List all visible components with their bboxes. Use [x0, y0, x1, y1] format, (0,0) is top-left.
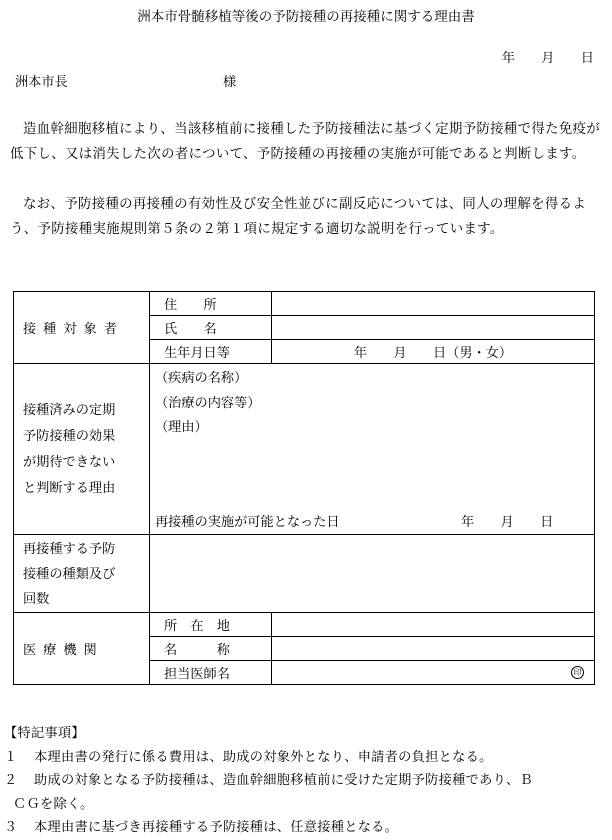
reason-field[interactable] [150, 364, 595, 535]
note-text: 本理由書に基づき再接種する予防接種は、任意接種となる。 [34, 820, 399, 835]
seal-icon: 印 [571, 666, 584, 679]
feasible-date-field[interactable]: 年 月 日 [461, 515, 554, 530]
note-item [4, 816, 610, 840]
explanation-paragraph [10, 192, 610, 242]
explanation-text: なお、予防接種の再接種の有効性及び安全性並びに副反応については、同人の理解を得るよう、予防接種実施規則第５条の２第１項に規定する適切な説明を行っています。 [10, 197, 587, 237]
document-title: 洲本市骨髄移植等後の予防接種の再接種に関する理由書 [137, 9, 475, 25]
reason-label-line: と判断する理由 [23, 481, 116, 496]
note-number: ３ [4, 820, 18, 835]
statement-paragraph [10, 117, 610, 167]
note-item [4, 746, 610, 770]
doctor-label: 担当医師名 [150, 661, 272, 685]
institution-name-field[interactable] [272, 637, 595, 661]
statement-text: 造血幹細胞移植により、当該移植前に接種した予防接種法に基づく定期予防接種で得た免疫が低下し、又は消失した次の者について、予防接種の再接種の実施が可能であると判断します。 [10, 122, 601, 162]
reason-label-line: 接種済みの定期 [23, 403, 116, 418]
dob-label: 生年月日等 [150, 340, 272, 364]
note-text: 本理由書の発行に係る費用は、助成の対象外となり、申請者の負担となる。 [34, 749, 493, 765]
revaccination-label-line: 再接種する予防 [23, 542, 116, 557]
name-label: 氏 名 [150, 316, 272, 340]
reason-text-label: （理由） [155, 420, 208, 435]
issue-date: 年 月 日 [501, 51, 594, 66]
revaccination-field[interactable] [150, 535, 595, 613]
disease-name-label: （疾病の名称） [155, 371, 248, 386]
reason-label [14, 364, 150, 535]
location-label: 所 在 地 [150, 613, 272, 637]
dob-field[interactable]: 年 月 日（男・女） [272, 340, 595, 364]
note-number: １ [4, 749, 18, 765]
address-label: 住 所 [150, 292, 272, 316]
addressee: 洲本市長 [15, 75, 68, 90]
revaccination-label [14, 535, 150, 613]
revaccination-label-line: 接種の種類及び [23, 567, 116, 582]
treatment-label: （治療の内容等） [155, 395, 261, 411]
institution-name-label: 名 称 [150, 637, 272, 661]
note-text: 助成の対象となる予防接種は、造血幹細胞移植前に受けた定期予防接種であり、Ｂ [34, 773, 534, 788]
reason-label-line: が期待できない [23, 455, 116, 470]
honorific: 様 [223, 75, 237, 90]
subject-label: 接種対象者 [14, 292, 150, 364]
notes-section [4, 722, 610, 840]
revaccination-label-line: 回数 [23, 592, 50, 607]
feasible-date-label: 再接種の実施が可能となった日 [155, 515, 340, 530]
note-item [4, 769, 610, 793]
name-field[interactable] [272, 316, 595, 340]
reason-form-table [13, 291, 595, 685]
address-field[interactable] [272, 292, 595, 316]
notes-heading: 【特記事項】 [4, 726, 85, 741]
note-continuation: ＣＧを除く。 [13, 796, 94, 812]
doctor-field[interactable] [272, 661, 595, 685]
reason-label-line: 予防接種の効果 [23, 429, 116, 444]
institution-label: 医療機関 [14, 613, 150, 685]
location-field[interactable] [272, 613, 595, 637]
note-number: ２ [4, 773, 18, 788]
reason-items [155, 367, 261, 441]
